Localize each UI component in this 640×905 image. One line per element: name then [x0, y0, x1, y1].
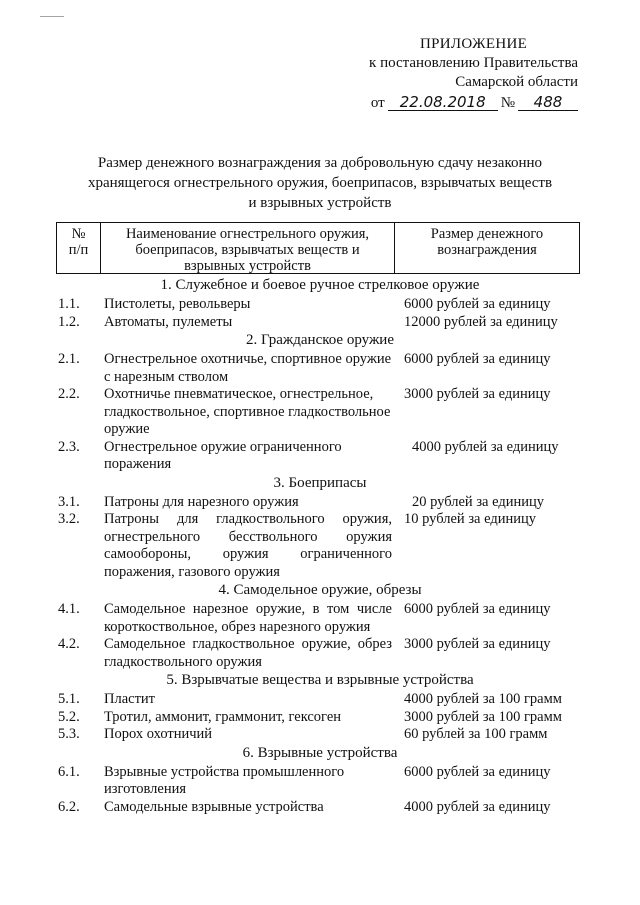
row-name: Патроны для нарезного оружия	[104, 493, 299, 510]
document-title	[70, 153, 570, 213]
table-row	[58, 314, 582, 332]
row-reward: 12000 рублей за единицу	[404, 313, 558, 330]
row-name: Самодельные взрывные устройства	[104, 798, 324, 815]
header-name-line-1: Наименование огнестрельного оружия,	[125, 226, 370, 242]
handwritten-date: 22.08.2018	[388, 94, 498, 111]
table-row	[58, 636, 582, 671]
row-name: Огнестрельное оружие ограниченного поражения	[104, 438, 342, 472]
table-row	[58, 601, 582, 636]
corner-mark: ——	[40, 8, 64, 22]
row-number: 5.2.	[58, 708, 80, 725]
table-row	[58, 799, 582, 817]
section-title: 2. Гражданское оружие	[246, 332, 394, 348]
section-title: 6. Взрывные устройства	[242, 744, 398, 761]
header-number-line-1: №	[71, 226, 86, 242]
row-name: Автоматы, пулеметы	[104, 313, 233, 330]
table-body	[58, 276, 582, 816]
annex-line-1: к постановлению Правительства	[369, 55, 578, 71]
header-number-line-2: п/п	[68, 242, 89, 258]
handwritten-number: 488	[518, 94, 578, 111]
row-name: Огнестрельное охотничье, спортивное оружие с нарезным стволом	[104, 351, 392, 385]
title-line-1: Размер денежного вознаграждения за добровольную сдачу незаконно	[97, 155, 543, 171]
header-reward-cell	[395, 223, 579, 273]
annex-block	[369, 35, 578, 113]
header-reward-line-2: вознаграждения	[437, 242, 537, 258]
row-number: 6.1.	[58, 763, 80, 780]
header-name-line-2: боеприпасов, взрывчатых веществ и	[135, 242, 360, 258]
annex-date-line	[369, 94, 578, 113]
row-reward: 3000 рублей за единицу	[404, 636, 551, 652]
table-row	[58, 764, 582, 799]
section-title: 1. Служебное и боевое ручное стрелковое оружие	[160, 277, 480, 293]
row-number: 5.3.	[58, 726, 80, 742]
number-prefix: №	[500, 95, 515, 111]
row-name: Самодельное нарезное оружие, в том числе короткоствольное, обрез нарезного оружия	[104, 601, 392, 635]
row-number: 3.1.	[58, 493, 80, 510]
row-number: 2.3.	[58, 438, 80, 455]
date-prefix: от	[370, 95, 385, 111]
row-number: 5.1.	[58, 691, 80, 707]
row-name: Пластит	[104, 691, 156, 707]
annex-title: ПРИЛОЖЕНИЕ	[419, 36, 528, 52]
row-reward: 3000 рублей за единицу	[404, 386, 551, 402]
table-row	[58, 439, 582, 474]
row-name: Патроны для гладкоствольного оружия, огнестрельного бесствольного оружия самообороны, оружия ограниченного поражения, газового оружия	[104, 511, 392, 580]
title-line-3: и взрывных устройств	[248, 195, 392, 211]
row-reward: 3000 рублей за 100 грамм	[404, 708, 562, 725]
table-row	[58, 351, 582, 386]
row-reward: 6000 рублей за единицу	[404, 601, 551, 617]
table-row	[58, 691, 582, 709]
table-row	[58, 511, 582, 581]
row-name: Порох охотничий	[104, 726, 213, 742]
row-reward: 4000 рублей за единицу	[412, 438, 559, 455]
row-number: 2.1.	[58, 351, 80, 367]
table-header	[56, 222, 580, 274]
row-name: Тротил, аммонит, граммонит, гексоген	[104, 708, 342, 725]
header-number-cell	[57, 223, 101, 273]
title-line-2: хранящегося огнестрельного оружия, боеприпасов, взрывчатых веществ	[87, 175, 553, 191]
row-name: Пистолеты, револьверы	[104, 296, 251, 312]
table-row	[58, 296, 582, 314]
row-reward: 4000 рублей за 100 грамм	[404, 691, 562, 707]
row-name: Самодельное гладкоствольное оружие, обрез гладкоствольного оружия	[104, 636, 392, 670]
table-row	[58, 709, 582, 727]
row-number: 1.1.	[58, 296, 80, 312]
row-number: 3.2.	[58, 511, 80, 527]
row-number: 1.2.	[58, 313, 80, 330]
section-title: 3. Боеприпасы	[273, 474, 367, 491]
table-row	[58, 726, 582, 744]
row-reward: 6000 рублей за единицу	[404, 351, 551, 367]
row-reward: 10 рублей за единицу	[404, 511, 537, 527]
row-name: Охотничье пневматическое, огнестрельное, гладкоствольное, спортивное гладкоствольное оружие	[104, 386, 391, 437]
section-title: 5. Взрывчатые вещества и взрывные устройства	[166, 672, 474, 688]
row-number: 4.1.	[58, 601, 80, 617]
table-row	[58, 386, 582, 439]
row-number: 4.2.	[58, 636, 80, 652]
row-number: 6.2.	[58, 798, 80, 815]
annex-line-2: Самарской области	[455, 74, 578, 90]
row-name: Взрывные устройства промышленного изготовления	[104, 763, 345, 797]
table-row	[58, 494, 582, 512]
row-reward: 6000 рублей за единицу	[404, 296, 551, 312]
header-reward-line-1: Размер денежного	[430, 226, 544, 242]
section-title: 4. Самодельное оружие, обрезы	[218, 582, 422, 598]
row-reward: 4000 рублей за единицу	[404, 798, 551, 815]
header-name-cell	[101, 223, 395, 273]
row-reward: 6000 рублей за единицу	[404, 763, 551, 780]
row-reward: 60 рублей за 100 грамм	[404, 726, 548, 742]
header-name-line-3: взрывных устройств	[184, 258, 311, 274]
row-reward: 20 рублей за единицу	[412, 493, 545, 510]
row-number: 2.2.	[58, 386, 80, 402]
